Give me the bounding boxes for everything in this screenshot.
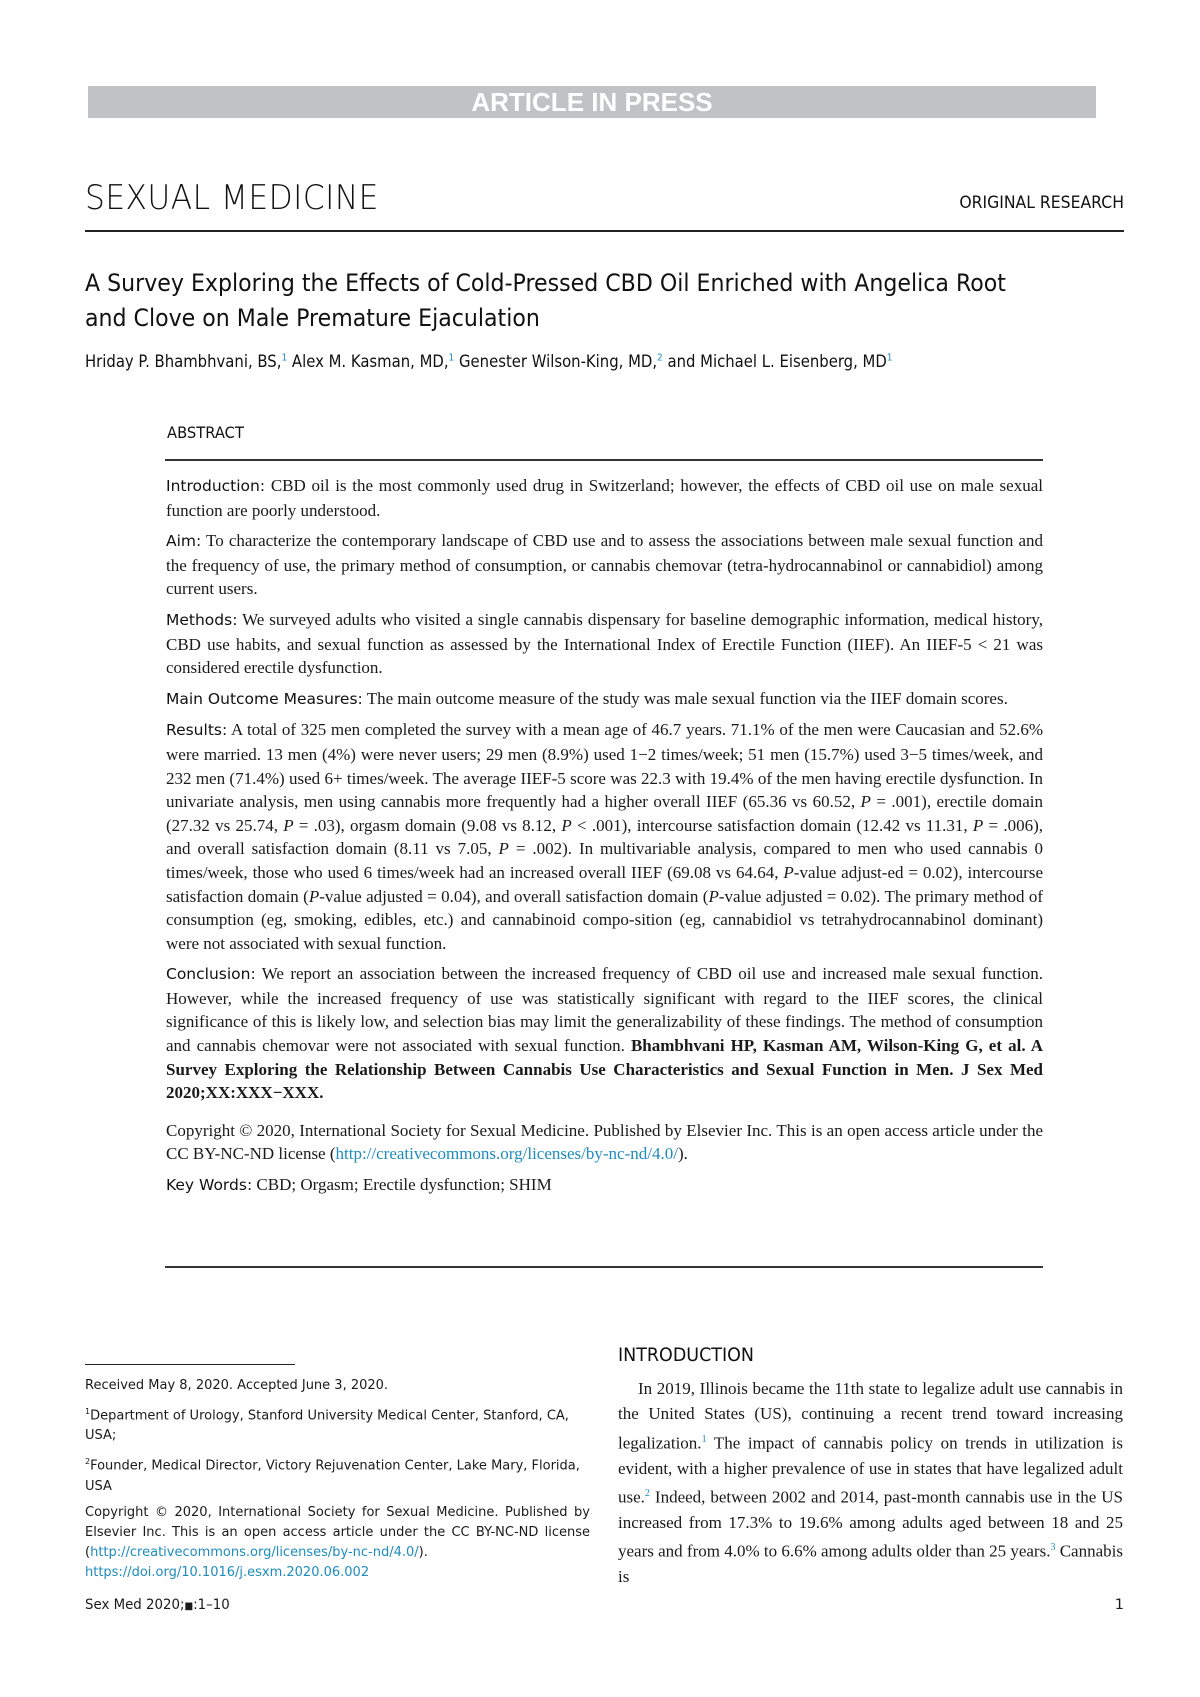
footnotes	[85, 1376, 590, 1589]
section-tag: ORIGINAL RESEARCH	[959, 193, 1124, 213]
author: Hriday P. Bhambhvani, BS,	[85, 352, 282, 371]
abstract-label: Conclusion:	[166, 965, 256, 984]
page-number: 1	[1114, 1597, 1124, 1613]
article-title: A Survey Exploring the Effects of Cold-Pressed CBD Oil Enriched with Angelica Root and Clove on Male Premature Ejaculation	[85, 269, 1006, 332]
doi-link[interactable]: https://doi.org/10.1016/j.esxm.2020.06.002	[85, 1564, 370, 1580]
author: and Michael L. Eisenberg, MD	[667, 352, 887, 371]
abstract-body	[166, 474, 1043, 1205]
abstract-aim: Aim: To characterize the contemporary landscape of CBD use and to assess the associations between male sexual function and the frequency of use, the primary method of consumption, or cannabis chemovar (tetra-hydrocannabinol or cannabidiol) among current users.	[166, 531, 1043, 599]
abstract-label: Aim:	[166, 532, 202, 551]
affiliation-ref[interactable]: 2	[657, 352, 663, 364]
abstract-heading: ABSTRACT	[167, 423, 244, 442]
affiliation-1: $^1$Department of Urology, Stanford University Medical Center, Stanford, CA, USA;	[85, 1407, 569, 1444]
issue-placeholder-mark: ■	[184, 1601, 194, 1612]
author: Genester Wilson-King, MD,	[459, 352, 658, 371]
abstract-label: Key Words:	[166, 1176, 253, 1195]
affiliation-ref[interactable]: 1	[886, 352, 893, 364]
abstract-label: Introduction:	[166, 477, 266, 495]
doi	[85, 1563, 590, 1583]
affiliation-ref[interactable]: 1	[448, 352, 455, 364]
suggested-citation: Bhambhvani HP, Kasman AM, Wilson-King G, et al. A Survey Exploring the Relationship Between Cannabis Use Characteristics and Sexual Function in Men. J Sex Med 2020;XX:XXX−XXX.	[166, 1036, 1043, 1103]
abstract-bottom-rule	[165, 1266, 1043, 1268]
abstract-label: Results:	[166, 721, 228, 740]
affiliation-2: $^2$Founder, Medical Director, Victory Rejuvenation Center, Lake Mary, Florida, USA	[85, 1457, 580, 1494]
footer-citation: Sex Med 2020;■:1–10	[85, 1597, 230, 1613]
reference-link[interactable]: 3	[1050, 1542, 1056, 1554]
footnote-copyright: Copyright © 2020, International Society for Sexual Medicine. Published by Elsevier Inc. This is an open access article under the CC BY-NC-ND license (http://creativecommons.org/licenses/by-nc-nd/4.0/).	[85, 1504, 590, 1560]
abstract-methods: Methods: We surveyed adults who visited a single cannabis dispensary for baseline demographic information, medical history, CBD use habits, and sexual function as assessed by the International Index of Erectile Function (IIEF). An IIEF-5 < 21 was considered erectile dysfunction.	[166, 609, 1043, 678]
abstract-introduction: Introduction: CBD oil is the most commonly used drug in Switzerland; however, the effects of CBD oil use on male sexual function are poorly understood.	[166, 476, 1043, 520]
introduction-paragraph: In 2019, Illinois became the 11th state to legalize adult use cannabis in the United States (US), continuing a recent trend toward increasing legalization.$^1$ The impact of cannabis policy on trends in utilization is evident, with a higher prevalence of use in states that have legalized adult use.$^2$ Indeed, between 2002 and 2014, past-month cannabis use in the US increased from 17.3% to 19.6% among adults aged between 18 and 25 years and from 4.0% to 6.6% among adults older than 25 years.$^3$ Cannabis is	[618, 1379, 1123, 1587]
received-dates: Received May 8, 2020. Accepted June 3, 2020.	[85, 1378, 389, 1393]
abstract-keywords: Key Words: CBD; Orgasm; Erectile dysfunction; SHIM	[166, 1175, 552, 1195]
abstract-results: Results: A total of 325 men completed the survey with a mean age of 46.7 years. 71.1% of the men were Caucasian and 52.6% were married. 13 men (4%) were never users; 29 men (8.9%) used 1−2 times/week; 51 men (15.7%) used 3−5 times/week, and 232 men (71.4%) used 6+ times/week. The average IIEF-5 score was 22.3 with 19.4% of the men having erectile dysfunction. In univariate analysis, men using cannabis more frequently had a higher overall IIEF (65.36 vs 60.52, P = .001), erectile domain (27.32 vs 25.74, P = .03), orgasm domain (9.08 vs 8.12, P < .001), intercourse satisfaction domain (12.42 vs 11.31, P = .006), and overall satisfaction domain (8.11 vs 7.05, P = .002). In multivariable analysis, compared to men who used cannabis 0 times/week, those who used 6 times/week had an increased overall IIEF (69.08 vs 64.64, P-value adjust-ed = 0.02), intercourse satisfaction domain (P-value adjusted = 0.04), and overall satisfaction domain (P-value adjusted = 0.02). The primary method of consumption (eg, smoking, edibles, etc.) and cannabinoid compo-sition (eg, cannabidiol vs tetrahydrocannabinol dominant) were not associated with sexual function.	[166, 720, 1044, 953]
footnote-rule	[85, 1364, 295, 1365]
abstract-label: Methods:	[166, 610, 238, 629]
reference-link[interactable]: 1	[701, 1433, 707, 1445]
journal-name: SEXUAL MEDICINE	[85, 178, 379, 218]
reference-link[interactable]: 2	[644, 1487, 650, 1499]
license-link[interactable]: http://creativecommons.org/licenses/by-nc-nd/4.0/	[335, 1144, 678, 1164]
affiliation-ref[interactable]: 1	[281, 352, 288, 364]
abstract-conclusion: Conclusion: We report an association between the increased frequency of CBD oil use and increased male sexual function. However, while the increased frequency of use was statistically significant with regard to the IIEF scores, the clinical significance of this is likely low, and selection bias may limit the generalizability of these findings. The method of consumption and cannabis chemovar were not associated with sexual function. Bhambhvani HP, Kasman AM, Wilson-King G, et al. A Survey Exploring the Relationship Between Cannabis Use Characteristics and Sexual Function in Men. J Sex Med 2020;XX:XXX−XXX.	[166, 964, 1043, 1103]
license-link[interactable]: http://creativecommons.org/licenses/by-nc-nd/4.0/	[90, 1544, 419, 1560]
abstract-copyright: Copyright © 2020, International Society for Sexual Medicine. Published by Elsevier Inc. This is an open access article under the CC BY-NC-ND license (http://creativecommons.org/licenses/by-nc-nd/4.0/).	[166, 1120, 1043, 1164]
abstract-outcome: Main Outcome Measures: The main outcome measure of the study was male sexual function via the IIEF domain scores.	[166, 688, 1008, 708]
introduction-heading: INTRODUCTION	[618, 1344, 754, 1366]
article-in-press-banner: ARTICLE IN PRESS	[88, 86, 1096, 118]
author-list	[85, 352, 1075, 371]
abstract-top-rule	[165, 459, 1043, 461]
header-rule	[85, 230, 1124, 232]
abstract-label: Main Outcome Measures:	[166, 689, 363, 708]
author: Alex M. Kasman, MD,	[291, 352, 449, 371]
